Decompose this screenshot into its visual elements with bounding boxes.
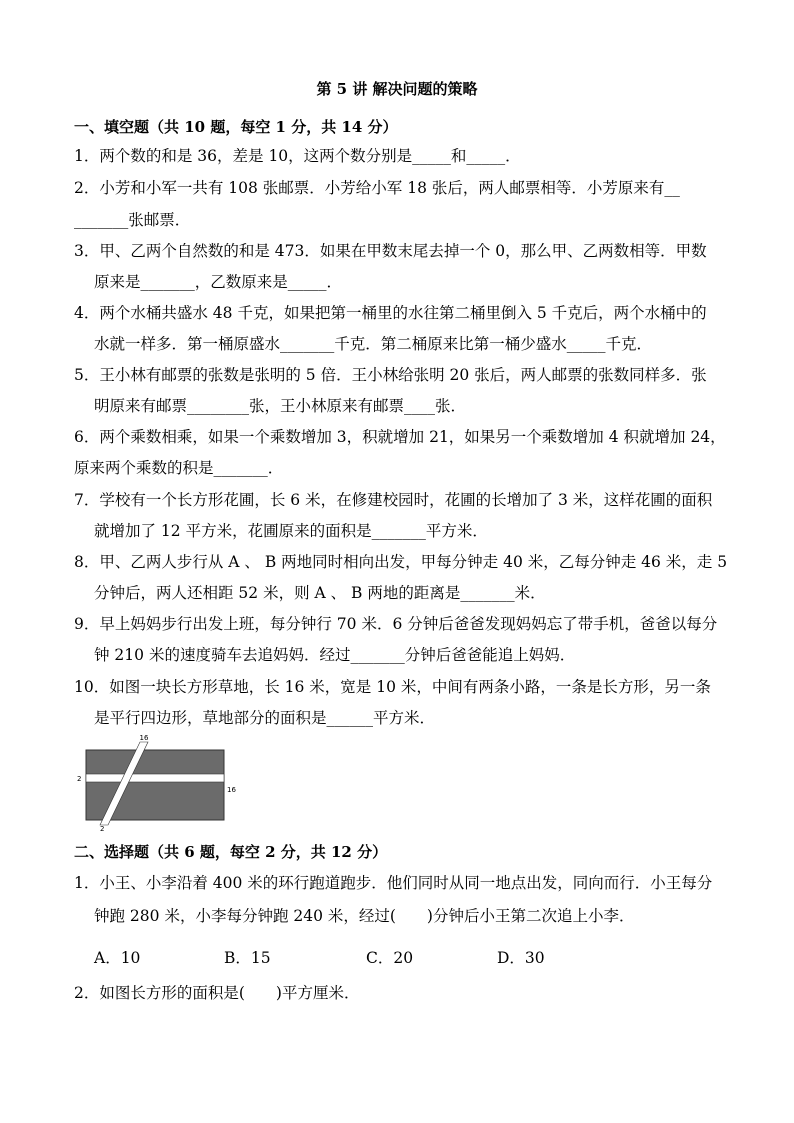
choice-1-line-1: 1．小王、小李沿着 400 米的环行跑道跑步．他们同时从同一地点出发，同向而行．小王每分 [74, 874, 713, 892]
question-5-line-2: 明原来有邮票________张，王小林原来有邮票____张． [94, 397, 467, 415]
question-6-line-1: 6．两个乘数相乘，如果一个乘数增加 3，积就增加 21，如果另一个乘数增加 4 积就增加 24， [74, 428, 726, 446]
label-left: 2 [77, 775, 82, 783]
label-bottom: 2 [100, 825, 105, 832]
question-7-line-2: 就增加了 12 平方米，花圃原来的面积是_______平方米． [94, 522, 488, 540]
choice-1-line-2: 钟跑 280 米，小李每分钟跑 240 米，经过( )分钟后小王第二次追上小李． [94, 907, 635, 925]
question-4-line-2: 水就一样多．第一桶原盛水_______千克．第二桶原来比第一桶少盛水_____千克． [94, 335, 653, 353]
question-2-line-2: _______张邮票． [74, 211, 191, 229]
question-9-line-1: 9．早上妈妈步行出发上班，每分钟行 70 米．6 分钟后爸爸发现妈妈忘了带手机，爸爸以每分 [74, 615, 718, 633]
option-c[interactable]: C．20 [366, 949, 414, 967]
question-10-line-1: 10．如图一块长方形草地，长 16 米，宽是 10 米，中间有两条小路，一条是长方形，另一条 [74, 678, 711, 696]
question-9-line-2: 钟 210 米的速度骑车去追妈妈．经过_______分钟后爸爸能追上妈妈． [94, 646, 576, 664]
label-right: 16 [227, 786, 236, 794]
question-7-line-1: 7．学校有一个长方形花圃，长 6 米，在修建校园时，花圃的长增加了 3 米，这样花圃的面积 [74, 491, 713, 509]
lawn-figure [70, 730, 240, 832]
section-heading-fill-in: 一、填空题（共 10 题，每空 1 分，共 14 分） [74, 118, 398, 136]
question-3-line-1: 3．甲、乙两个自然数的和是 473．如果在甲数末尾去掉一个 0，那么甲、乙两数相等．甲数 [74, 242, 707, 260]
question-4-line-1: 4．两个水桶共盛水 48 千克，如果把第一桶里的水往第二桶里倒入 5 千克后，两个水桶中的 [74, 304, 707, 322]
section-heading-multiple-choice: 二、选择题（共 6 题，每空 2 分，共 12 分） [74, 843, 388, 861]
lawn-rectangle [86, 750, 224, 820]
label-top: 16 [139, 734, 149, 742]
page-title: 第 5 讲 解决问题的策略 [316, 80, 478, 98]
rectangular-path [86, 774, 224, 782]
question-10-line-2: 是平行四边形，草地部分的面积是______平方米． [94, 709, 436, 727]
option-d[interactable]: D．30 [497, 949, 545, 967]
choice-2-line-1: 2．如图长方形的面积是( )平方厘米． [74, 984, 360, 1002]
question-3-line-2: 原来是_______，乙数原来是_____． [94, 273, 343, 291]
option-b[interactable]: B．15 [224, 949, 271, 967]
question-2-line-1: 2．小芳和小军一共有 108 张邮票．小芳给小军 18 张后，两人邮票相等．小芳原来有__ [74, 179, 680, 197]
option-a[interactable]: A．10 [94, 949, 141, 967]
question-1-line-1: 1．两个数的和是 36，差是 10，这两个数分别是_____和_____． [74, 147, 521, 165]
question-8-line-1: 8．甲、乙两人步行从 A 、 B 两地同时相向出发，甲每分钟走 40 米，乙每分钟走 46 米，走 5 [74, 553, 728, 571]
question-8-line-2: 分钟后，两人还相距 52 米，则 A 、 B 两地的距离是_______米． [94, 584, 546, 602]
question-5-line-1: 5．王小林有邮票的张数是张明的 5 倍．王小林给张明 20 张后，两人邮票的张数同样多．张 [74, 366, 707, 384]
question-6-line-2: 原来两个乘数的积是_______． [74, 459, 284, 477]
